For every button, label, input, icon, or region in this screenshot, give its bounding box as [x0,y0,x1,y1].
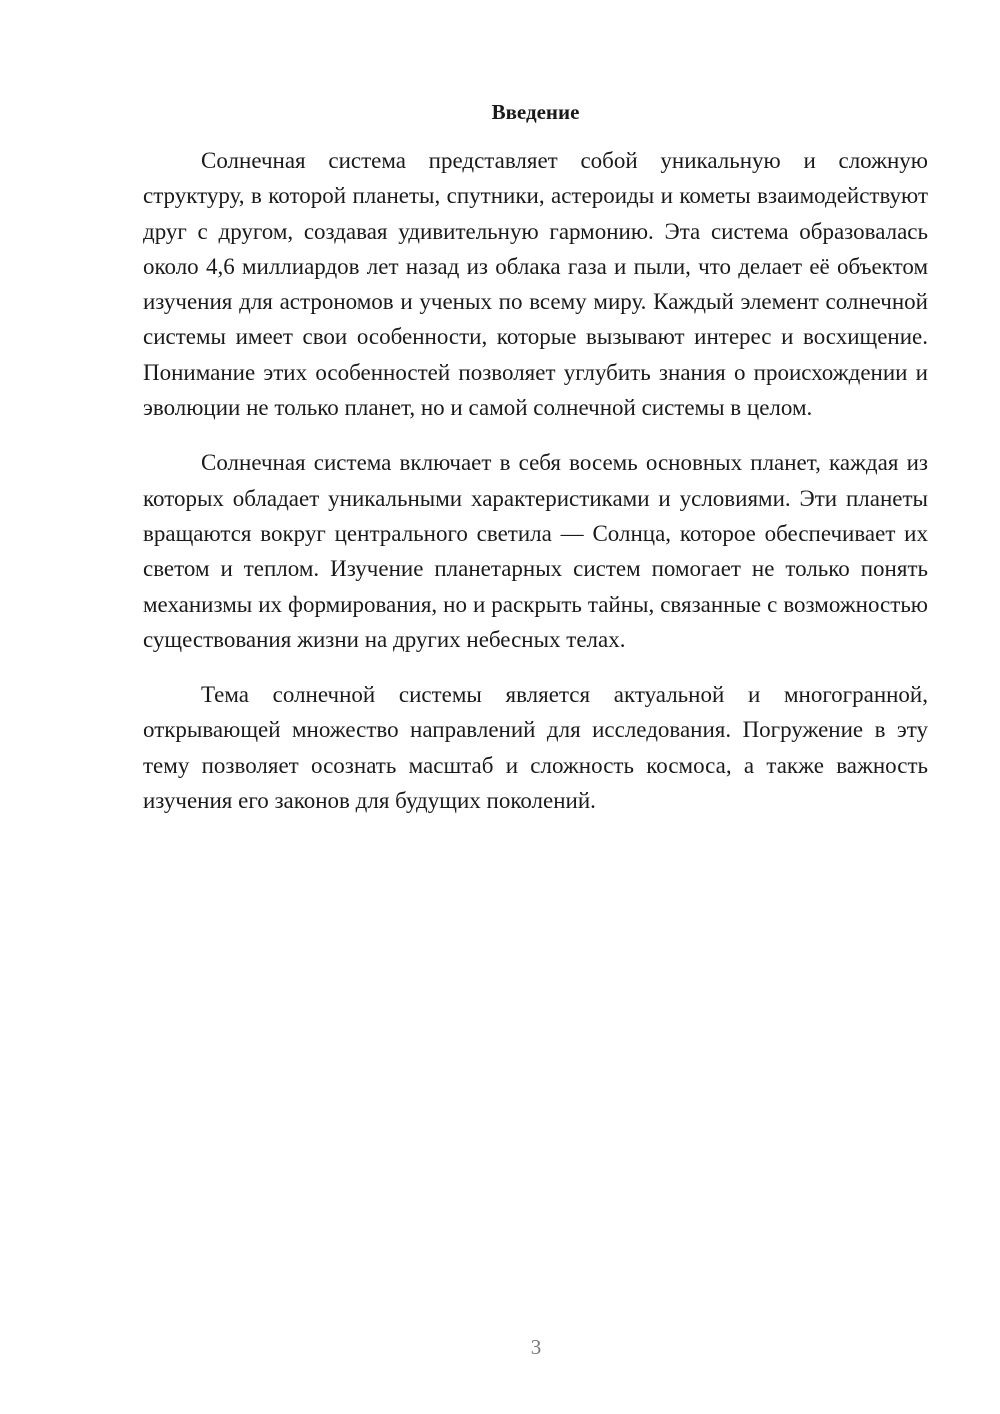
paragraph-2: Солнечная система включает в себя восемь основных планет, каждая из которых обладает уникальными характеристиками и условиями. Эти планеты вращаются вокруг центрального светила — Солнца, которое обеспечивает их светом и теплом. Изучение планетарных систем помогает не только понять механизмы их формирования, но и раскрыть тайны, связанные с возможностью существования жизни на других небесных телах. [143,450,928,652]
page-number: 3 [530,1335,542,1359]
page-title: Введение [491,100,580,124]
paragraph-1: Солнечная система представляет собой уникальную и сложную структуру, в которой планеты, спутники, астероиды и кометы взаимодействуют друг с другом, создавая удивительную гармонию. Эта система образовалась около 4,6 миллиардов лет назад из облака газа и пыли, что делает её объектом изучения для астрономов и ученых по всему миру. Каждый элемент солнечной системы имеет свои особенности, которые вызывают интерес и восхищение. Понимание этих особенностей позволяет углубить знания о происхождении и эволюции не только планет, но и самой солнечной системы в целом. [143,148,928,421]
paragraph-3: Тема солнечной системы является актуальной и многогранной, открывающей множество направлений для исследования. Погружение в эту тему позволяет осознать масштаб и сложность космоса, а также важность изучения его законов для будущих поколений. [143,682,928,814]
body-text [143,143,928,838]
